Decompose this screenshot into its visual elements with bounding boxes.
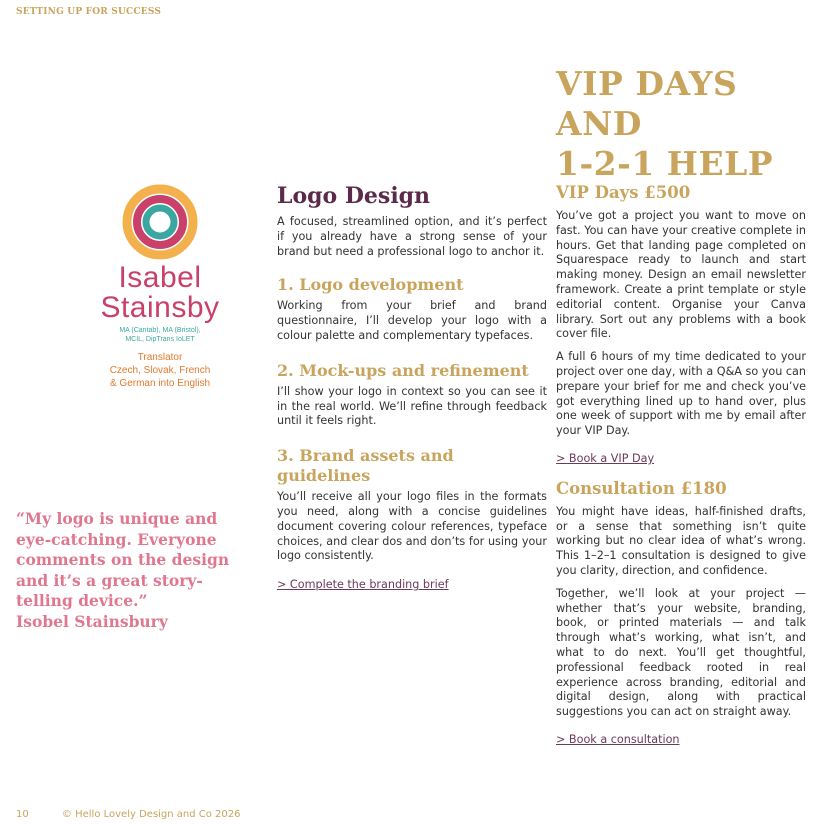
testimonial	[16, 509, 256, 632]
vip-section	[556, 183, 806, 748]
copyright: © Hello Lovely Design and Co 2026	[61, 809, 241, 820]
testimonial-author: Isobel Stainsbury	[16, 611, 168, 631]
logo-role	[80, 351, 240, 390]
logo-role-line-3: & German into English	[109, 378, 211, 389]
vip-days-para-1: You’ve got a project you want to move on fast. You can have your creative complete in hours. Get that landing page completed on Squarespace ready to launch and start making money. Design an email newsletter framework. Create a print template or style editorial content. Organise your Canva library. Sort out any problems with a book cover file.	[556, 209, 806, 341]
logo-role-line-2: Czech, Slovak, French	[109, 365, 211, 376]
running-head: SETTING UP FOR SUCCESS	[16, 7, 162, 17]
logo-role-line-1: Translator	[137, 352, 183, 363]
logo-quals-line-1: MA (Cantab), MA (Bristol),	[119, 327, 201, 334]
logo-design-intro: A focused, streamlined option, and it’s perfect if you already have a strong sense of your brand but need a professional logo to anchor it.	[277, 215, 547, 258]
step-1-heading: 1. Logo development	[277, 275, 464, 295]
logo-design-heading: Logo Design	[277, 183, 431, 209]
book-vip-day-link[interactable]: > Book a VIP Day	[556, 451, 655, 465]
consultation-para-1: You might have ideas, half-finished drafts, or a sense that something isn’t quite working but no clear idea of what’s wrong. This 1–2–1 consultation is designed to give you clarity, direction, and confidence.	[556, 504, 806, 577]
page-number: 10	[16, 809, 29, 820]
page-title	[556, 64, 818, 184]
book-consultation-link[interactable]: > Book a consultation	[556, 732, 680, 746]
step-3-heading: 3. Brand assets and guidelines	[277, 446, 454, 486]
step-2-heading: 2. Mock-ups and refinement	[277, 360, 529, 380]
page-title-line-2: 1-2-1 HELP	[556, 144, 774, 183]
step-1-text: Working from your brief and brand questionnaire, I’ll develop your logo with a colour palette and complementary typefaces.	[277, 299, 547, 342]
logo-last-name: Stainsby	[100, 291, 220, 324]
logo-first-name: Isabel	[118, 261, 202, 294]
testimonial-quote: “My logo is unique and eye-catching. Everyone comments on the design and it’s a great story-telling device.”	[16, 509, 230, 610]
logo-design-section	[277, 183, 547, 593]
page-footer	[16, 809, 241, 820]
branding-brief-link[interactable]: > Complete the branding brief	[277, 578, 449, 592]
vip-days-para-2: A full 6 hours of my time dedicated to your project over one day, with a Q&A so you can prepare your brief for me and check you’ve got everything lined up to hand over, plus one week of support with me by email after your VIP Day.	[556, 350, 806, 438]
client-logo	[80, 183, 240, 390]
page-title-line-1: VIP DAYS AND	[556, 64, 738, 143]
consultation-heading: Consultation £180	[556, 478, 727, 498]
logo-qualifications	[80, 326, 240, 344]
step-3-text: You’ll receive all your logo files in the formats you need, along with a concise guidelines document covering colour references, typeface choices, and clear dos and don’ts for using your logo consistently.	[277, 490, 547, 563]
consultation-para-2: Together, we’ll look at your project — whether that’s your website, branding, book, or printed materials — and talk through what’s working, what isn’t, and what to do next. You’ll get thoughtful, professional feedback rooted in real experience across branding, editorial and digital design, along with practical suggestions you can act on straight away.	[556, 586, 806, 719]
logo-quals-line-2: MCIL, DipTrans IoLET	[125, 336, 195, 343]
step-2-text: I’ll show your logo in context so you can see it in the real world. We’ll refine through feedback until it feels right.	[277, 384, 547, 428]
vip-days-heading: VIP Days £500	[556, 183, 691, 202]
logo-ring-icon	[121, 183, 199, 261]
